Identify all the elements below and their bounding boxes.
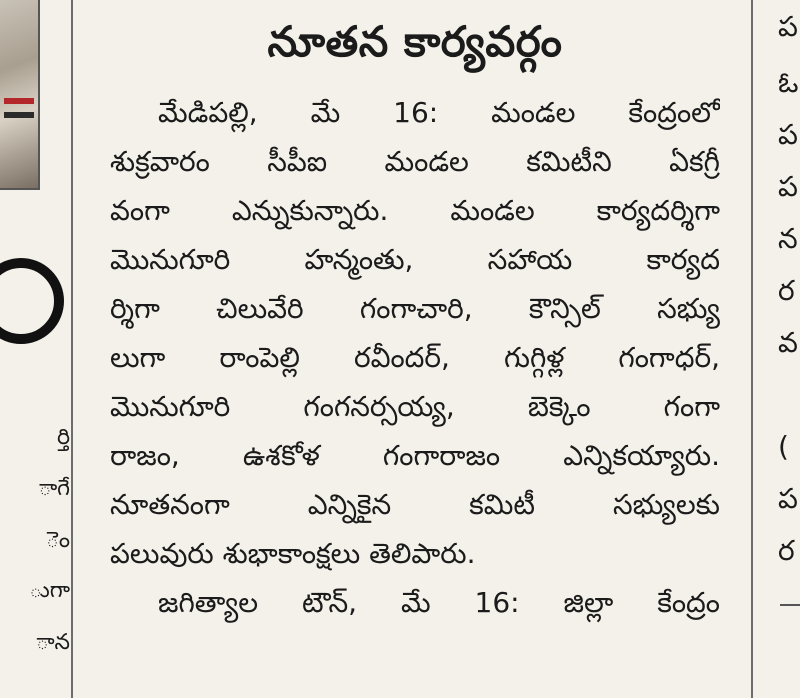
left-neighbor-column [0, 0, 70, 698]
body-line: మేడిపల్లి, మే 16: మండల కేంద్రంలో [158, 96, 720, 129]
body-line: ర్శిగా చిలువేరి గంగాచారి, కౌన్సిల్ సభ్యు [110, 292, 720, 325]
column-rule-left [71, 0, 73, 698]
right-text-fragment: ప [778, 482, 798, 515]
left-text-fragment: ాన [36, 630, 70, 655]
body-line: లుగా రాంపెల్లి రవీందర్, గుగ్గిళ్ల గంగాధర్, [110, 341, 720, 374]
column-rule-right [751, 0, 753, 698]
left-text-fragment: ర్తి [56, 425, 70, 450]
photo-stripe [4, 98, 34, 104]
divider-dash [780, 604, 800, 606]
body-line: శుక్రవారం సీపీఐ మండల కమిటీని ఏకగ్రీ [110, 145, 720, 178]
right-text-fragment: ర [778, 534, 795, 567]
right-text-fragment: ప [778, 170, 798, 203]
right-text-fragment: ప [778, 118, 798, 151]
left-text-fragment: ాగే [38, 476, 70, 501]
article-body [110, 88, 720, 627]
news-photo [0, 0, 40, 190]
right-text-fragment: ( [778, 430, 789, 463]
news-article [110, 0, 720, 627]
right-text-fragment: న [778, 222, 798, 255]
body-line: వంగా ఎన్నుకున్నారు. మండల కార్యదర్శిగా [110, 194, 720, 227]
right-text-fragment: ఓ [778, 66, 799, 99]
article-headline: నూతన కార్యవర్గం [267, 17, 563, 66]
right-neighbor-column [754, 0, 800, 698]
body-line: మొనుగూరి గంగనర్సయ్య, బెక్కెం గంగా [110, 390, 720, 423]
right-text-fragment: ప [778, 10, 798, 43]
photo-stripe [4, 112, 34, 118]
body-line: పలువురు శుభాకాంక్షలు తెలిపారు. [110, 537, 476, 570]
body-line: జగిత్యాల టౌన్, మే 16: జిల్లా కేంద్రం [158, 586, 720, 619]
body-line: మొనుగూరి హన్మంతు, సహాయ కార్యద [110, 243, 720, 276]
body-line: నూతనంగా ఎన్నికైన కమిటీ సభ్యులకు [110, 488, 720, 521]
headline-fragment-glyph [0, 258, 64, 344]
right-text-fragment: వ [778, 326, 798, 359]
right-text-fragment: ర [778, 274, 795, 307]
left-text-fragment: ుగా [29, 578, 70, 603]
left-text-fragment: ెం [46, 528, 70, 553]
body-line: రాజం, ఉశకోళ గంగారాజం ఎన్నికయ్యారు. [110, 439, 720, 472]
